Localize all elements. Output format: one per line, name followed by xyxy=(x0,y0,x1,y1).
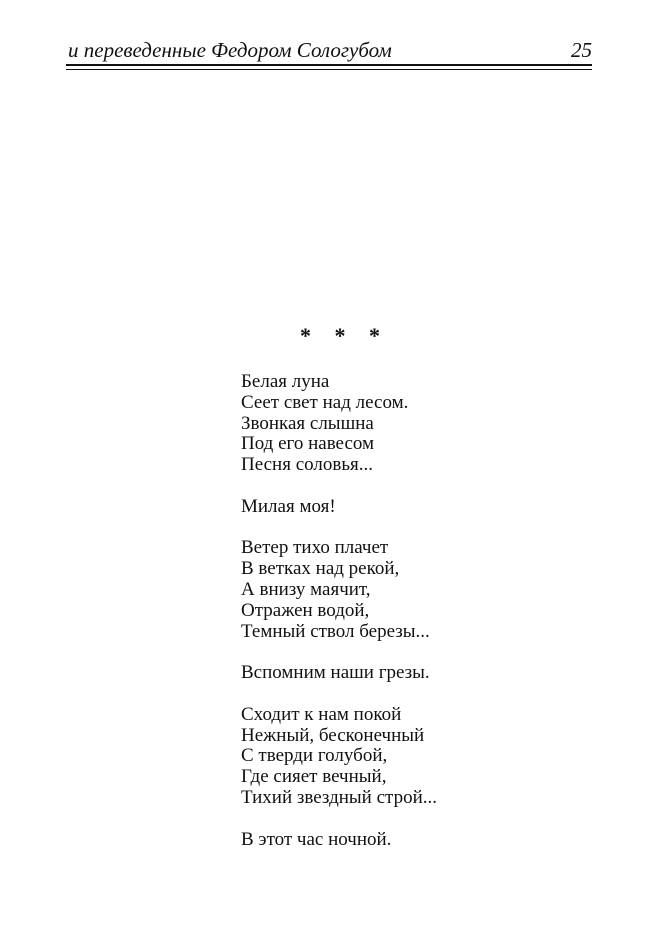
running-head xyxy=(68,38,592,62)
header-rule-thick xyxy=(66,64,592,66)
poem-separator: * * * xyxy=(300,323,389,348)
stanza xyxy=(241,830,621,851)
stanza xyxy=(241,705,621,809)
poem-line: Где сияет вечный, xyxy=(241,766,387,788)
poem-line: В ветках над рекой, xyxy=(241,558,400,580)
poem-line: Нежный, бесконечный xyxy=(241,724,425,746)
poem-line: С тверди голубой, xyxy=(241,745,388,767)
stanza xyxy=(241,497,621,518)
poem-line: Звонкая слышна xyxy=(241,412,374,434)
stanza xyxy=(241,372,621,476)
poem-line: Вспомним наши грезы. xyxy=(241,662,430,684)
header-rule-thin xyxy=(66,69,592,70)
page-number: 25 xyxy=(571,38,592,62)
poem-line: Сеет свет над лесом. xyxy=(241,391,409,413)
poem-line: Сходит к нам покой xyxy=(241,703,402,725)
poem-line: Под его навесом xyxy=(241,433,375,455)
poem-line: Милая моя! xyxy=(241,495,336,517)
poem-line: Отражен водой, xyxy=(241,599,370,621)
stanza xyxy=(241,663,621,684)
poem-line: Белая луна xyxy=(241,371,330,392)
poem-line: Песня соловья... xyxy=(241,454,374,476)
poem xyxy=(241,372,621,850)
poem-line: В этот час ночной. xyxy=(241,828,392,850)
stanza xyxy=(241,538,621,642)
poem-line: Ветер тихо плачет xyxy=(241,537,389,559)
poem-line: А внизу маячит, xyxy=(241,578,371,600)
running-title: и переведенные Федором Сологубом xyxy=(68,38,392,62)
poem-line: Темный ствол березы... xyxy=(241,620,430,642)
poem-line: Тихий звездный строй... xyxy=(241,786,437,808)
